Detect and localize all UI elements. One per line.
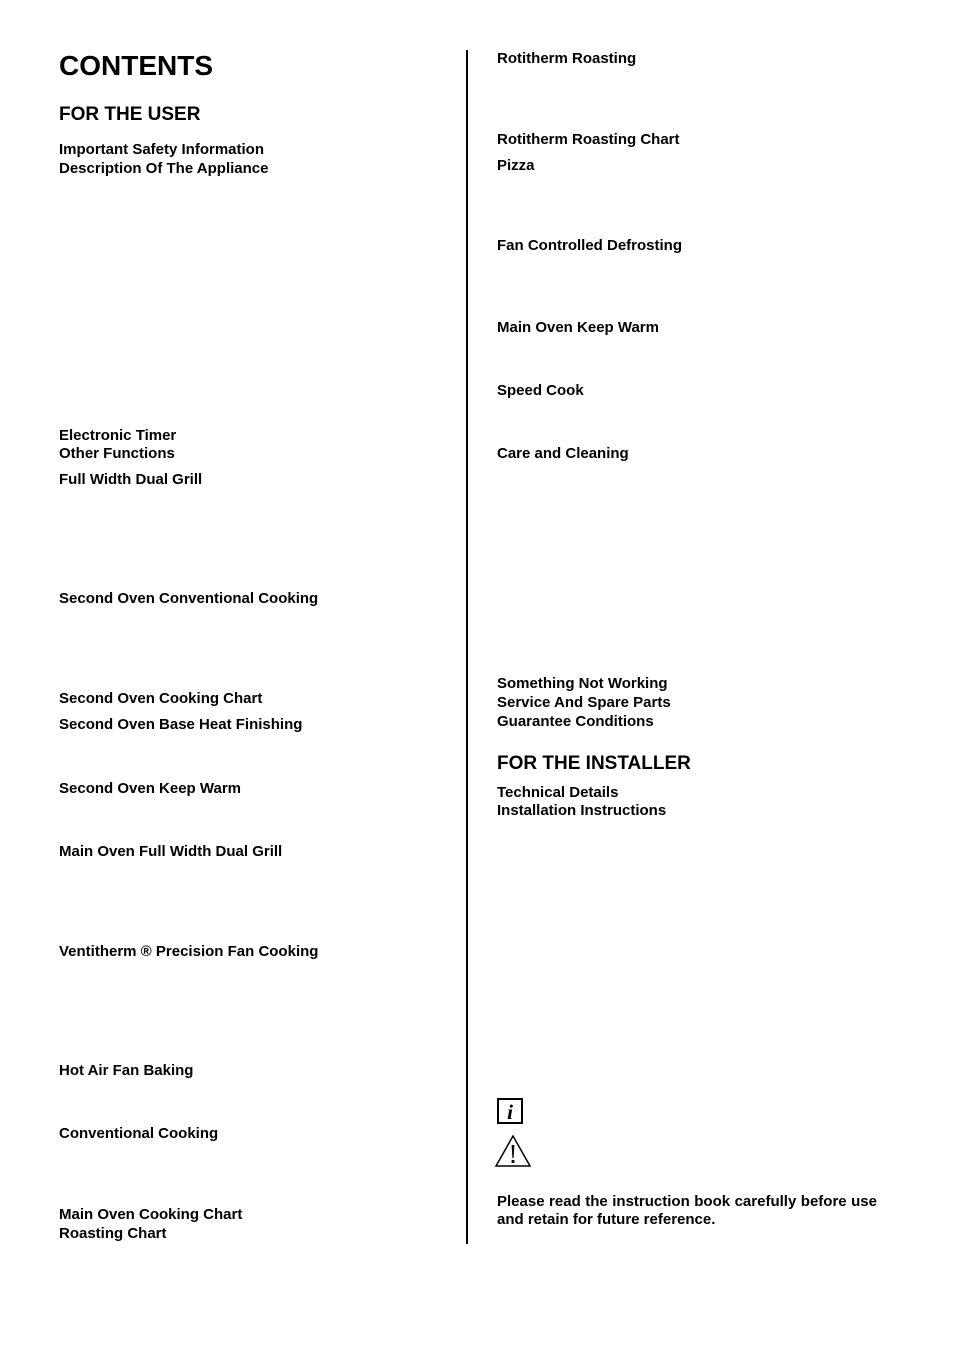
contents-item-conventional-cooking: Conventional Cooking: [59, 1125, 219, 1142]
contents-item-other-functions: Other Functions: [59, 445, 175, 462]
contents-item-description: Description Of The Appliance: [59, 160, 269, 177]
instruction-note: Please read the instruction book carefully before use and retain for future reference.: [497, 1193, 877, 1228]
page-title: CONTENTS: [59, 50, 213, 81]
contents-item-main-oven-chart: Main Oven Cooking Chart: [59, 1206, 243, 1223]
contents-item-something-not-working: Something Not Working: [497, 675, 668, 692]
contents-item-fan-defrosting: Fan Controlled Defrosting: [497, 237, 682, 254]
contents-item-installation-instructions: Installation Instructions: [497, 802, 667, 819]
contents-item-speed-cook: Speed Cook: [497, 382, 584, 399]
contents-item-ventitherm: Ventitherm ® Precision Fan Cooking: [59, 943, 319, 960]
contents-item-service-spare-parts: Service And Spare Parts: [497, 694, 671, 711]
contents-item-roasting-chart: Roasting Chart: [59, 1225, 167, 1242]
contents-item-second-oven-keep-warm: Second Oven Keep Warm: [59, 780, 241, 797]
contents-item-electronic-timer: Electronic Timer: [59, 427, 177, 444]
contents-item-safety-information: Important Safety Information: [59, 141, 265, 158]
column-divider: [466, 50, 468, 1244]
contents-item-main-oven-keep-warm: Main Oven Keep Warm: [497, 319, 659, 336]
section-heading-user: FOR THE USER: [59, 104, 201, 125]
contents-item-rotitherm-chart: Rotitherm Roasting Chart: [497, 131, 680, 148]
contents-item-guarantee: Guarantee Conditions: [497, 713, 654, 730]
contents-item-pizza: Pizza: [497, 157, 535, 174]
info-icon: [497, 1098, 523, 1124]
section-heading-installer: FOR THE INSTALLER: [497, 753, 691, 774]
contents-item-hot-air-fan-baking: Hot Air Fan Baking: [59, 1062, 194, 1079]
contents-item-second-oven-chart: Second Oven Cooking Chart: [59, 690, 263, 707]
contents-item-second-oven-conventional: Second Oven Conventional Cooking: [59, 590, 319, 607]
warning-triangle-icon: [494, 1134, 532, 1168]
contents-item-care-cleaning: Care and Cleaning: [497, 445, 629, 462]
contents-item-full-width-dual-grill: Full Width Dual Grill: [59, 471, 203, 488]
contents-item-main-oven-grill: Main Oven Full Width Dual Grill: [59, 843, 283, 860]
contents-item-technical-details: Technical Details: [497, 784, 619, 801]
contents-item-rotitherm-roasting: Rotitherm Roasting: [497, 50, 637, 67]
contents-item-base-heat-finishing: Second Oven Base Heat Finishing: [59, 716, 303, 733]
svg-text:i: i: [507, 1100, 513, 1124]
